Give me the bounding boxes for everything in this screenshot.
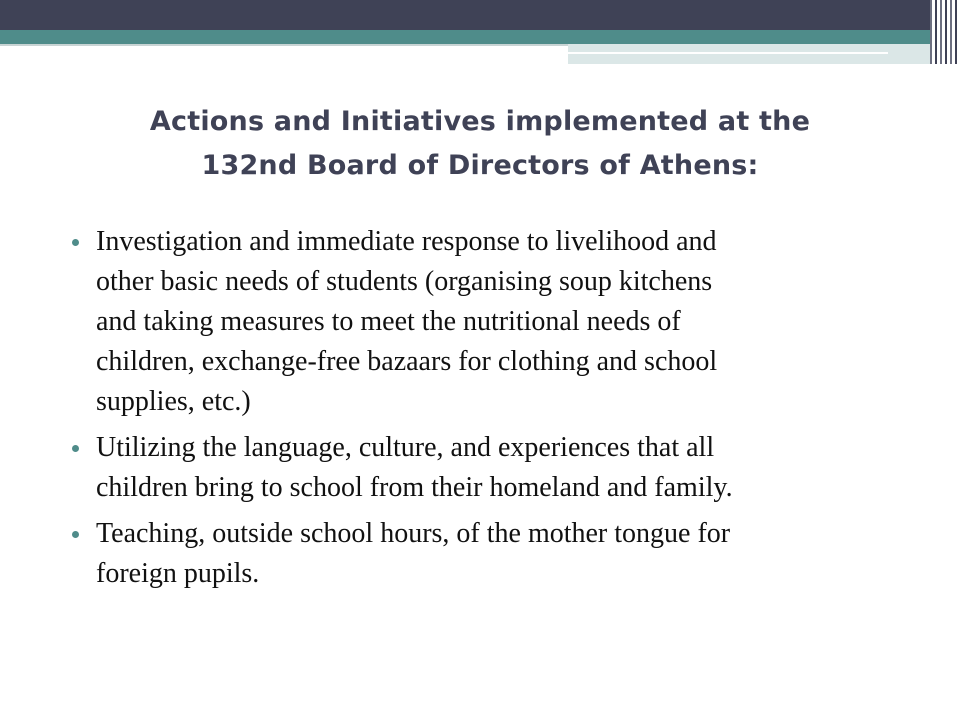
bullet-list: [70, 222, 920, 600]
bullet-text: [96, 514, 920, 594]
bullet-1-line-2: other basic needs of students (organising soup kitchens: [96, 266, 713, 297]
header-accent-line: [568, 52, 888, 54]
bullet-3-line-1: Teaching, outside school hours, of the mother tongue for: [96, 518, 731, 549]
bullet-dot-icon: [72, 445, 79, 452]
header-corner-stripes: [930, 0, 960, 64]
bullet-dot-icon: [72, 531, 79, 538]
bullet-item-2: [70, 428, 920, 508]
header-bar-teal: [0, 30, 930, 44]
bullet-2-line-1: Utilizing the language, culture, and experiences that all: [96, 432, 715, 463]
header-accent-block: [568, 44, 930, 64]
slide-title-line-2: 132nd Board of Directors of Athens:: [201, 150, 759, 181]
header-bar-dark: [0, 0, 930, 30]
slide-title: [60, 100, 900, 188]
bullet-item-1: [70, 222, 920, 422]
bullet-text: [96, 222, 920, 422]
bullet-dot-icon: [72, 239, 79, 246]
bullet-1-line-5: supplies, etc.): [96, 386, 251, 417]
slide-title-line-1: Actions and Initiatives implemented at the: [149, 106, 811, 137]
bullet-2-line-2: children bring to school from their homeland and family.: [96, 472, 733, 503]
bullet-1-line-4: children, exchange-free bazaars for clothing and school: [96, 346, 718, 377]
bullet-item-3: [70, 514, 920, 594]
bullet-3-line-2: foreign pupils.: [96, 558, 260, 589]
bullet-1-line-3: and taking measures to meet the nutritional needs of: [96, 306, 681, 337]
header-divider-line: [0, 44, 568, 46]
bullet-text: [96, 428, 920, 508]
bullet-1-line-1: Investigation and immediate response to livelihood and: [96, 226, 717, 257]
